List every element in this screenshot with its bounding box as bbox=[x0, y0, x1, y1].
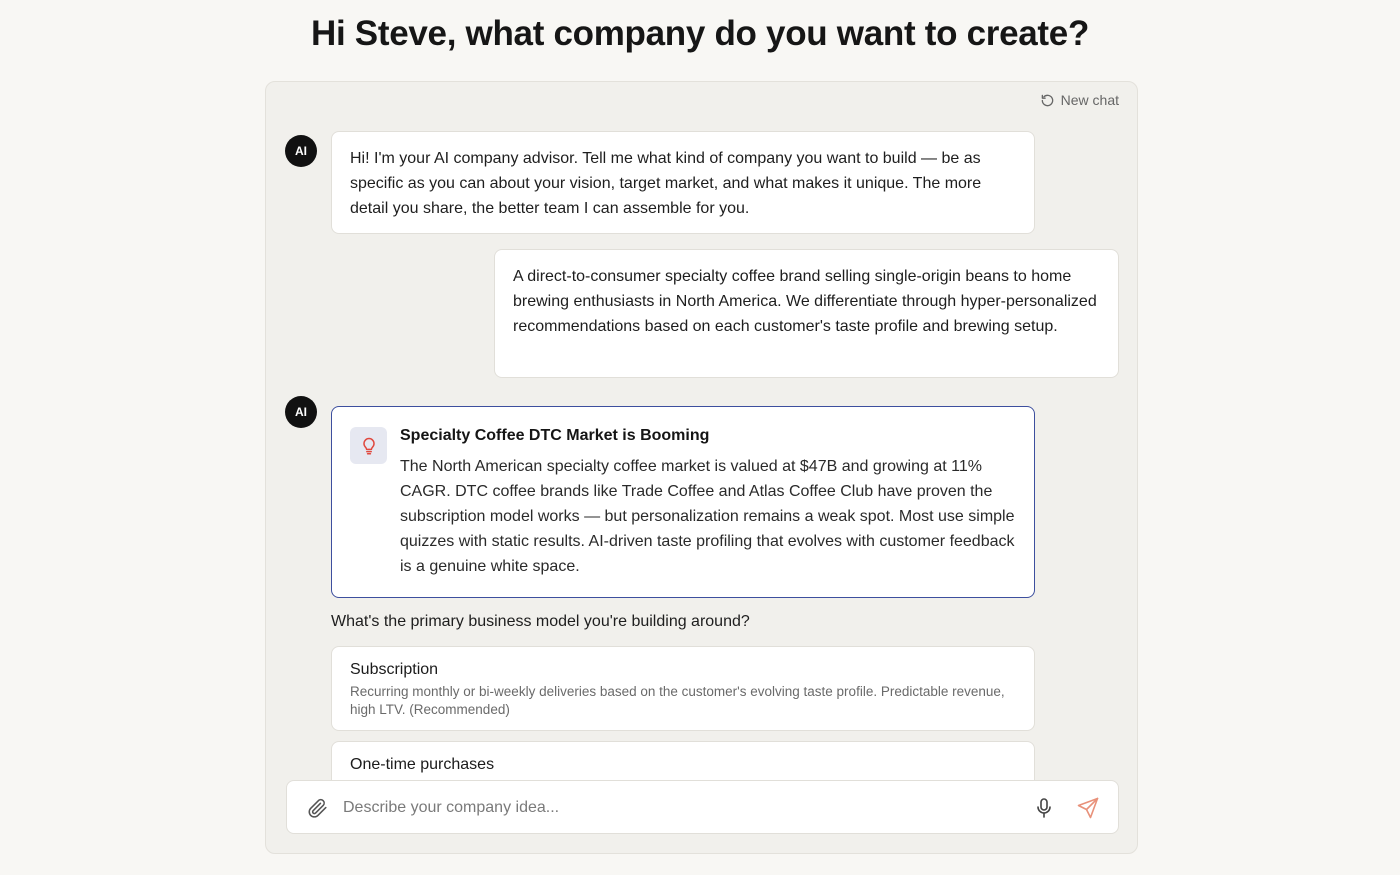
ai-avatar: AI bbox=[285, 135, 317, 167]
insight-icon-badge bbox=[350, 427, 387, 464]
chat-scroll-area[interactable] bbox=[266, 82, 1137, 780]
option-subscription[interactable] bbox=[331, 646, 1035, 731]
option-title: One-time purchases bbox=[350, 756, 495, 773]
company-idea-input[interactable] bbox=[343, 793, 1013, 823]
lightbulb-icon bbox=[359, 436, 379, 456]
option-title: Subscription bbox=[350, 661, 439, 678]
message-composer bbox=[286, 780, 1119, 834]
chat-panel bbox=[265, 81, 1138, 854]
question-text: What's the primary business model you're building around? bbox=[331, 613, 750, 630]
refresh-icon bbox=[1040, 93, 1055, 108]
new-chat-button[interactable] bbox=[1040, 92, 1119, 108]
insight-body: The North American specialty coffee market is valued at $47B and growing at 11% CAGR. DTC coffee brands like Trade Coffee and Atlas Coffee Club have proven the subscription model works — but personalization remains a weak spot. Most use simple quizzes with static results. AI-driven taste profiling that evolves with customer feedback is a genuine white space. bbox=[400, 458, 1015, 575]
user-message: A direct-to-consumer specialty coffee brand selling single-origin beans to home brewing enthusiasts in North America. We differentiate through hyper-personalized recommendations based on each customer's taste profile and brewing setup. bbox=[494, 249, 1119, 378]
insight-card bbox=[331, 406, 1035, 598]
page-title: Hi Steve, what company do you want to create? bbox=[310, 14, 1090, 53]
ai-message: Hi! I'm your AI company advisor. Tell me what kind of company you want to build — be as specific as you can about your vision, target market, and what makes it unique. The more detail you share, the better team I can assemble for you. bbox=[331, 131, 1035, 234]
microphone-icon[interactable] bbox=[1034, 797, 1054, 819]
option-one-time-purchases[interactable] bbox=[331, 741, 1035, 780]
new-chat-label: New chat bbox=[1060, 92, 1119, 108]
insight-title: Specialty Coffee DTC Market is Booming bbox=[400, 427, 710, 444]
option-description: Recurring monthly or bi-weekly deliveries based on the customer's evolving taste profile. Predictable revenue, high LTV. (Recommended) bbox=[350, 684, 1005, 717]
send-icon[interactable] bbox=[1076, 796, 1100, 820]
paperclip-icon[interactable] bbox=[307, 797, 329, 819]
ai-avatar: AI bbox=[285, 396, 317, 428]
